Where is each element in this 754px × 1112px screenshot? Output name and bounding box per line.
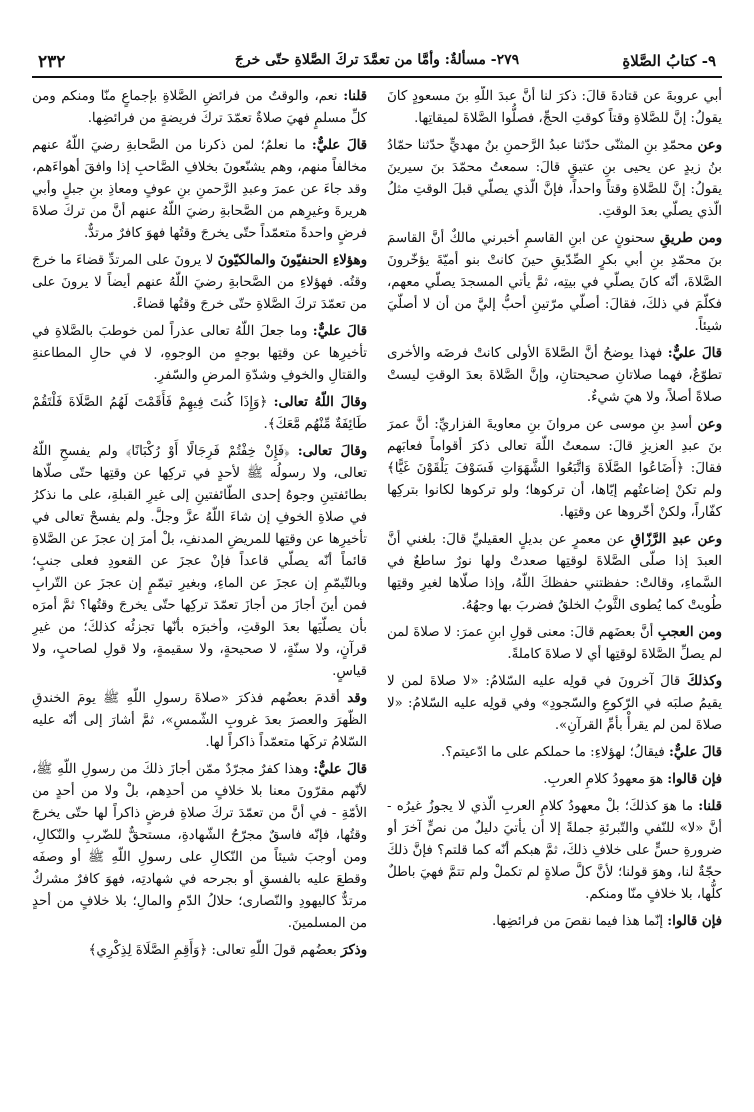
issue-title: ٢٧٩- مسألةٌ: وأمَّا من تعمَّدَ تركَ الصَّلاةِ حتّى خرجَ: [234, 52, 520, 68]
paragraph-text: أبي عروبةَ عن قتادةَ قالَ: ذكرَ لنا أنَّ عبدَ اللّهِ بنَ مسعودٍ كانَ يقولُ: إنَّ للصَّلاةِ وقتاً كوقتِ الحجِّ، فصلُّوا الصَّلاةَ لميقاتِها.: [387, 89, 722, 126]
paragraph-lead: قالَ عليٌّ:: [312, 324, 367, 339]
paragraph: [387, 742, 722, 764]
paragraph: [32, 250, 367, 316]
paragraph-lead: قلنا:: [698, 799, 722, 814]
left-text-column: [32, 86, 367, 1096]
paragraph-lead: قالَ عليٌّ:: [311, 138, 367, 153]
paragraph-lead: قالَ عليٌّ:: [313, 762, 367, 777]
paragraph-text: سحنونٍ عن ابنِ القاسمِ أخبرني مالكٌ أنَّ القاسمَ بنَ محمّدِ بنِ أبي بكرٍ الصِّدّيقِ حينَ كانتْ بنو أميّةَ يؤخّرونَ الصَّلاةَ، أنّه كانَ يصلّي في بيتِه، ثمَّ يأتي المسجدَ يصلّي معهم، فكلّمَ في ذلكَ، فقالَ: أصلّي مرّتينِ أحبُّ إليَّ من أن لا أصلّيَ شيئاً.: [387, 231, 722, 334]
paragraph: [32, 135, 367, 245]
paragraph-text: قالَ آخرونَ في قولِه عليه السّلامُ: «لا صلاةَ لمن لا يقيمُ صلبَه في الرّكوعِ والسّجودِ» وفي قولِه عليه السّلامُ: «لا صلاةَ لمن لم يقرأْ بأمِّ القرآنِ».: [387, 674, 722, 733]
paragraph: [387, 622, 722, 666]
paragraph-text: وما جعلَ اللّهُ تعالى عذراً لمن خوطبَ بالصَّلاةِ في تأخيرِها عن وقتِها بوجهٍ من الوجوهِ، لا في حالِ المطاعنةِ والقتالِ والخوفِ وشدّةِ المرضِ والسّفرِ.: [32, 324, 367, 383]
paragraph-lead: قلنا:: [343, 89, 367, 104]
paragraph: [387, 228, 722, 338]
paragraph: [32, 441, 367, 683]
paragraph-lead: وقالَ اللّهُ تعالى:: [273, 395, 367, 410]
paragraph-text: نعم، والوقتُ من فرائضِ الصَّلاةِ بإجماعٍ منّا ومنكم ومن كلِّ مسلمٍ فهيَ صلاةٌ تعمّدَ تركَ فريضةٍ من فرائضِها.: [32, 89, 367, 126]
paragraph-lead: وقد: [347, 691, 367, 706]
paragraph: [387, 414, 722, 524]
paragraph-text: أنَّ بعضَهم قالَ: معنى قولِ ابنِ عمرَ: لا صلاةَ لمن لم يصلِّ الصَّلاةَ لوقتِها أي لا صلاةَ كاملةً.: [387, 625, 722, 662]
paragraph-lead: ومن العجبِ: [657, 625, 722, 640]
paragraph: [387, 911, 722, 933]
paragraph: [32, 392, 367, 436]
paragraph-lead: وهؤلاءِ الحنفيّونَ والمالكيّونَ: [217, 253, 367, 268]
paragraph: [32, 759, 367, 935]
paragraph-text: إنّما هذا فيما نقصَ من فرائضِها.: [491, 914, 664, 929]
paragraph-text: فيقالُ؛ لهؤلاءِ: ما حملكم على ما ادّعيتم؟.: [440, 745, 665, 760]
paragraph: [32, 321, 367, 387]
paragraph-lead: ومن طريقِ: [659, 231, 722, 246]
paragraph: [387, 529, 722, 617]
paragraph-text: لا يرونَ على المرتدِّ قضاءَ ما خرجَ وقتُه. فهؤلاءِ من الصَّحابةِ رضيَ اللّهُ عنهم أيضاً لا يرونَ على من تعمّدَ تركَ الصَّلاةِ حتّى خرجَ وقتُها قضاءً.: [32, 253, 367, 312]
paragraph-text: ما نعلمُ؛ لمن ذكرنا من الصَّحابةِ رضيَ اللّهُ عنهم مخالفاً منهم، وهم يشنّعونَ بخلافِ الصَّاحبِ إذا وافقَ أهواءَهم، وقد جاءَ عن عمرَ وعبدِ الرَّحمنِ بنِ عوفٍ ومعاذِ بنِ جبلٍ وأبي هريرةَ وغيرِهم من الصَّحابةِ رضيَ اللّهُ عنهم أنَّ من تركَ صلاةَ فرضٍ واحدةً متعمّداً حتّى يخرجَ وقتُها فهوَ كافرٌ مرتدٌّ.: [32, 138, 367, 241]
paragraph: [32, 940, 367, 962]
page-number: ٢٣٢: [38, 52, 66, 72]
paragraph: [387, 796, 722, 906]
paragraph-text: هوَ معهودُ كلامِ العربِ.: [543, 772, 664, 787]
chapter-title: ٩- كتابُ الصَّلاةِ: [622, 52, 716, 70]
paragraph-lead: وذكرَ: [340, 943, 367, 958]
paragraph-text: أسدِ بنِ موسى عن مروانَ بنِ معاويةَ الفزاريِّ: أنَّ عمرَ بنَ عبدِ العزيزِ قالَ: سمعتُ اللّهَ تعالى ذكرَ أقواماً فعابَهم فقالَ: ﴿أَضَاعُوا الصَّلَاةَ وَاتَّبَعُوا الشَّهَوَاتِ فَسَوْفَ يَلْقَوْنَ غَيًّا﴾ ولم تكنْ إضاعتُهم إيّاها، أن تركوها؛ ولو تركوها لكانوا بتركِها كفّاراً، ولكنْ أخّروها عن وقتِها.: [387, 417, 722, 520]
paragraph: [387, 343, 722, 409]
right-text-column: [387, 86, 722, 1096]
paragraph-lead: قالَ عليٌّ:: [668, 745, 722, 760]
paragraph: [32, 688, 367, 754]
paragraph-text: ﴿وَإِذَا كُنتَ فِيهِمْ فَأَقَمْتَ لَهُمُ الصَّلَاةَ فَلْتَقُمْ طَائِفَةٌ مِّنْهُم مَّعَكَ﴾.: [32, 395, 367, 432]
paragraph-lead: وعن عبدِ الرَّزّاقِ: [630, 532, 722, 547]
paragraph-lead: وكذلكَ: [687, 674, 722, 689]
running-header: [32, 50, 722, 78]
paragraph-lead: وعن: [697, 138, 722, 153]
paragraph-text: وهذا كفرٌ مجرّدٌ ممّن أجازَ ذلكَ من رسولِ اللّهِ ﷺ، لأنّهم مقرّونَ معنا بلا خلافٍ من أحدِهم، بلْ ولا من أحدٍ من الأمّةِ - في أنَّ من تعمّدَ تركَ صلاةِ فرضٍ ذاكراً لها حتّى يخرجَ وقتُها، فإنّه فاسقٌ مجرّحُ الشّهادةِ، مستحقٌّ للضّربِ والنّكالِ، ومن أوجبَ شيئاً من النّكالِ على رسولِ اللّهِ ﷺ أو وصفَه وقطعَ عليه بالفسقِ أو بجرحه في شهادتِه، فهوَ كافرٌ مشركٌ مرتدٌّ كاليهودِ والنّصارى؛ حلالُ الدّمِ والمالِ؛ بلا خلافٍ من أحدٍ من المسلمينَ.: [32, 762, 367, 931]
paragraph-lead: وعن: [697, 417, 722, 432]
paragraph-text: أقدمَ بعضُهم فذكرَ «صلاةَ رسولِ اللّهِ ﷺ يومَ الخندقِ الظّهرَ والعصرَ بعدَ غروبِ الشّمسِ»، ثمَّ أشارَ إلى أنّه عليه السّلامُ تركَها متعمّداً ذاكراً لها.: [32, 691, 367, 750]
paragraph-text: عن معمرٍ عن بديلٍ العقيليِّ قالَ: بلغني أنَّ العبدَ إذا صلّى الصَّلاةَ لوقتِها صعدتْ ولها نورٌ ساطعٌ في السَّماءِ، وقالتْ: حفظتني حفظكَ اللّهُ، وإذا صلّاها لغيرِ وقتِها طُويتْ كما يُطوى الثَّوبُ الخلقُ فضربَ بها وجهُهُ.: [387, 532, 722, 613]
paragraph-text: محمّدِ بنِ المثنّى حدّثنا عبدُ الرَّحمنِ بنُ مهديٍّ حدّثنا حمّادُ بنُ زيدٍ عن يحيى بنِ عتيقٍ قالَ: سمعتُ محمّدَ بنَ سيرينَ يقولُ: إنَّ للصَّلاةِ وقتاً واحداً، فإنَّ الّذي يصلّي قبلَ الوقتِ مثلُ الّذي يصلّي بعدَ الوقتِ.: [387, 138, 722, 219]
paragraph: [387, 769, 722, 791]
paragraph: [387, 135, 722, 223]
paragraph-text: فهذا يوضحُ أنَّ الصَّلاةَ الأولى كانتْ فرضَه والأخرى تطوّعٌ، فهما صلاتانِ صحيحتانِ، وإنَّ الصَّلاةَ بعدَ الوقتِ ليستْ صلاةً أصلاً، ولا هيَ شيءٌ.: [387, 346, 722, 405]
paragraph: [387, 86, 722, 130]
paragraph: [32, 86, 367, 130]
paragraph-text: بعضُهم قولَ اللّهِ تعالى: ﴿وَأَقِمِ الصَّلَاةَ لِذِكْرِي﴾: [88, 943, 337, 958]
paragraph-text: ﴿فَإِنْ خِفْتُمْ فَرِجَالًا أَوْ رُكْبَانًا﴾ ولم يفسحِ اللّهُ تعالى، ولا رسولُه ﷺ لأحدٍ في تركِها عن وقتِها حتّى صلّاها بطائفتينِ وجوهُ إحدى الطّائفتينِ إلى غيرِ القبلةِ، على ما نذكرُ في صلاةِ الخوفِ إن شاءَ اللّهُ عزَّ وجلَّ. ولم يفسحْ تعالى في تأخيرِها عن وقتِها للمريضِ المدنفِ، بلْ أمرَ إن عجزَ عن الصَّلاةِ قائماً أنّه يصلّي قاعداً فإنْ عجزَ عن القعودِ فعلى جنبٍ؛ وبالتّيمّمِ إن عجزَ عن الماءِ، وبغيرِ تيمّمٍ إن عجزَ عن التّرابِ فمن أينَ أجازَ من أجازَ تعمّدَ تركِها حتّى يخرجَ وقتُها؟ ثمَّ أمرَه بأن يصلّيَها بعدَ الوقتِ، وأخبرَه بأنّها تجزئُه كذلكَ؛ من غيرِ قرآنٍ، ولا سنّةٍ، لا صحيحةٍ، ولا سقيمةٍ، ولا قولِ لصاحبٍ، ولا قياسٍ.: [32, 444, 367, 679]
paragraph: [387, 671, 722, 737]
paragraph-lead: قالَ عليٌّ:: [667, 346, 722, 361]
paragraph-text: ما هوَ كذلكَ؛ بلْ معهودُ كلامِ العربِ الّذي لا يجوزُ غيرُه - أنَّ «لا» للنّفي والتّبرئةِ جملةً إلا أن يأتيَ دليلٌ من نصٍّ آخرَ أو ضرورةِ حسٍّ على خلافِ ذلكَ، ثمَّ هبكم أنّه كما قلتم؟ فإنَّ ذلكَ حجّةٌ لنا، وهوَ قولنا؛ لأنَّ كلَّ صلاةٍ لم تكملْ ولم تتمَّ فهيَ باطلٌ كلُّها، بلا خلافٍ منّا ومنكم.: [387, 799, 722, 902]
paragraph-lead: فإن قالوا:: [667, 772, 722, 787]
paragraph-lead: فإن قالوا:: [667, 914, 722, 929]
paragraph-lead: وقالَ تعالى:: [297, 444, 367, 459]
